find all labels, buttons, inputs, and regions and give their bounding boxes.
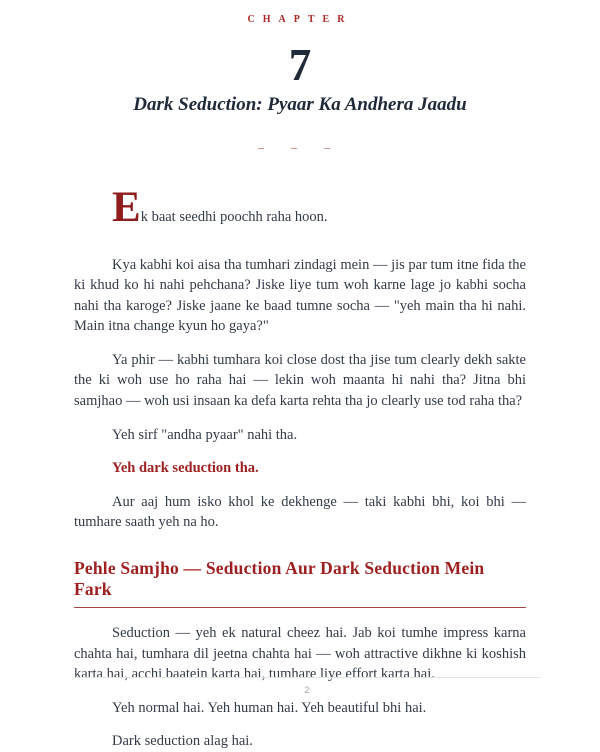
paragraph-andha-pyaar: Yeh sirf "andha pyaar" nahi tha. [112,426,298,443]
footer-divider [74,677,540,678]
chapter-header [74,14,526,155]
paragraph-normal: Yeh normal hai. Yeh human hai. Yeh beautiful bhi hai. [112,699,427,716]
page-footer [74,677,540,704]
paragraph-emphasis: Yeh dark seduction tha. [112,460,259,477]
section-heading: Pehle Samjho — Seduction Aur Dark Seduction Mein Fark [74,558,526,608]
ornament-dashes: – – – [258,140,342,154]
opening-text: k baat seedhi poochh raha hoon. [140,209,328,225]
paragraph-alag: Dark seduction alag hai. [112,733,253,750]
opening-paragraph [74,184,526,231]
paragraph-fida: Kya kabhi koi aisa tha tumhari zindagi mein — jis par tum itne fida the ki khud ko hi nahi pehchana? Jiske liye tum woh karne lage jo kabhi socha nahi tha karoge? Jiske jaane ke baad tumne socha — "yeh main tha hi nahi. Main itna change kyun ho gaya?" [74,256,526,335]
drop-cap-letter: E [112,184,141,231]
chapter-title: Dark Seduction: Pyaar Ka Andhera Jaadu [133,94,467,115]
paragraph-aaj-hum: Aur aaj hum isko khol ke dekhenge — taki kabhi bhi, koi bhi — tumhare saath yeh na ho. [74,493,526,531]
chapter-kicker: CHAPTER [247,14,353,25]
chapter-body [74,184,526,752]
page-number: 2 [304,685,310,695]
chapter-number: 7 [288,40,312,90]
paragraph-dost: Ya phir — kabhi tumhara koi close dost tha jise tum clearly dekh sakte the ki woh use ho raha hai — lekin woh maanta hi nahi tha? Jitna bhi samjhao — woh usi insaan ka defa karta rehta tha jo clearly use tod raha tha? [74,351,526,410]
paragraph-seduction-natural: Seduction — yeh ek natural cheez hai. Jab koi tumhe impress karna chahta hai, tumhara dil jeetna chahta hai — woh attractive dikhne ki koshish karta hai, acchi baatein karta hai, tumhare liye effort karta hai. [74,624,526,683]
